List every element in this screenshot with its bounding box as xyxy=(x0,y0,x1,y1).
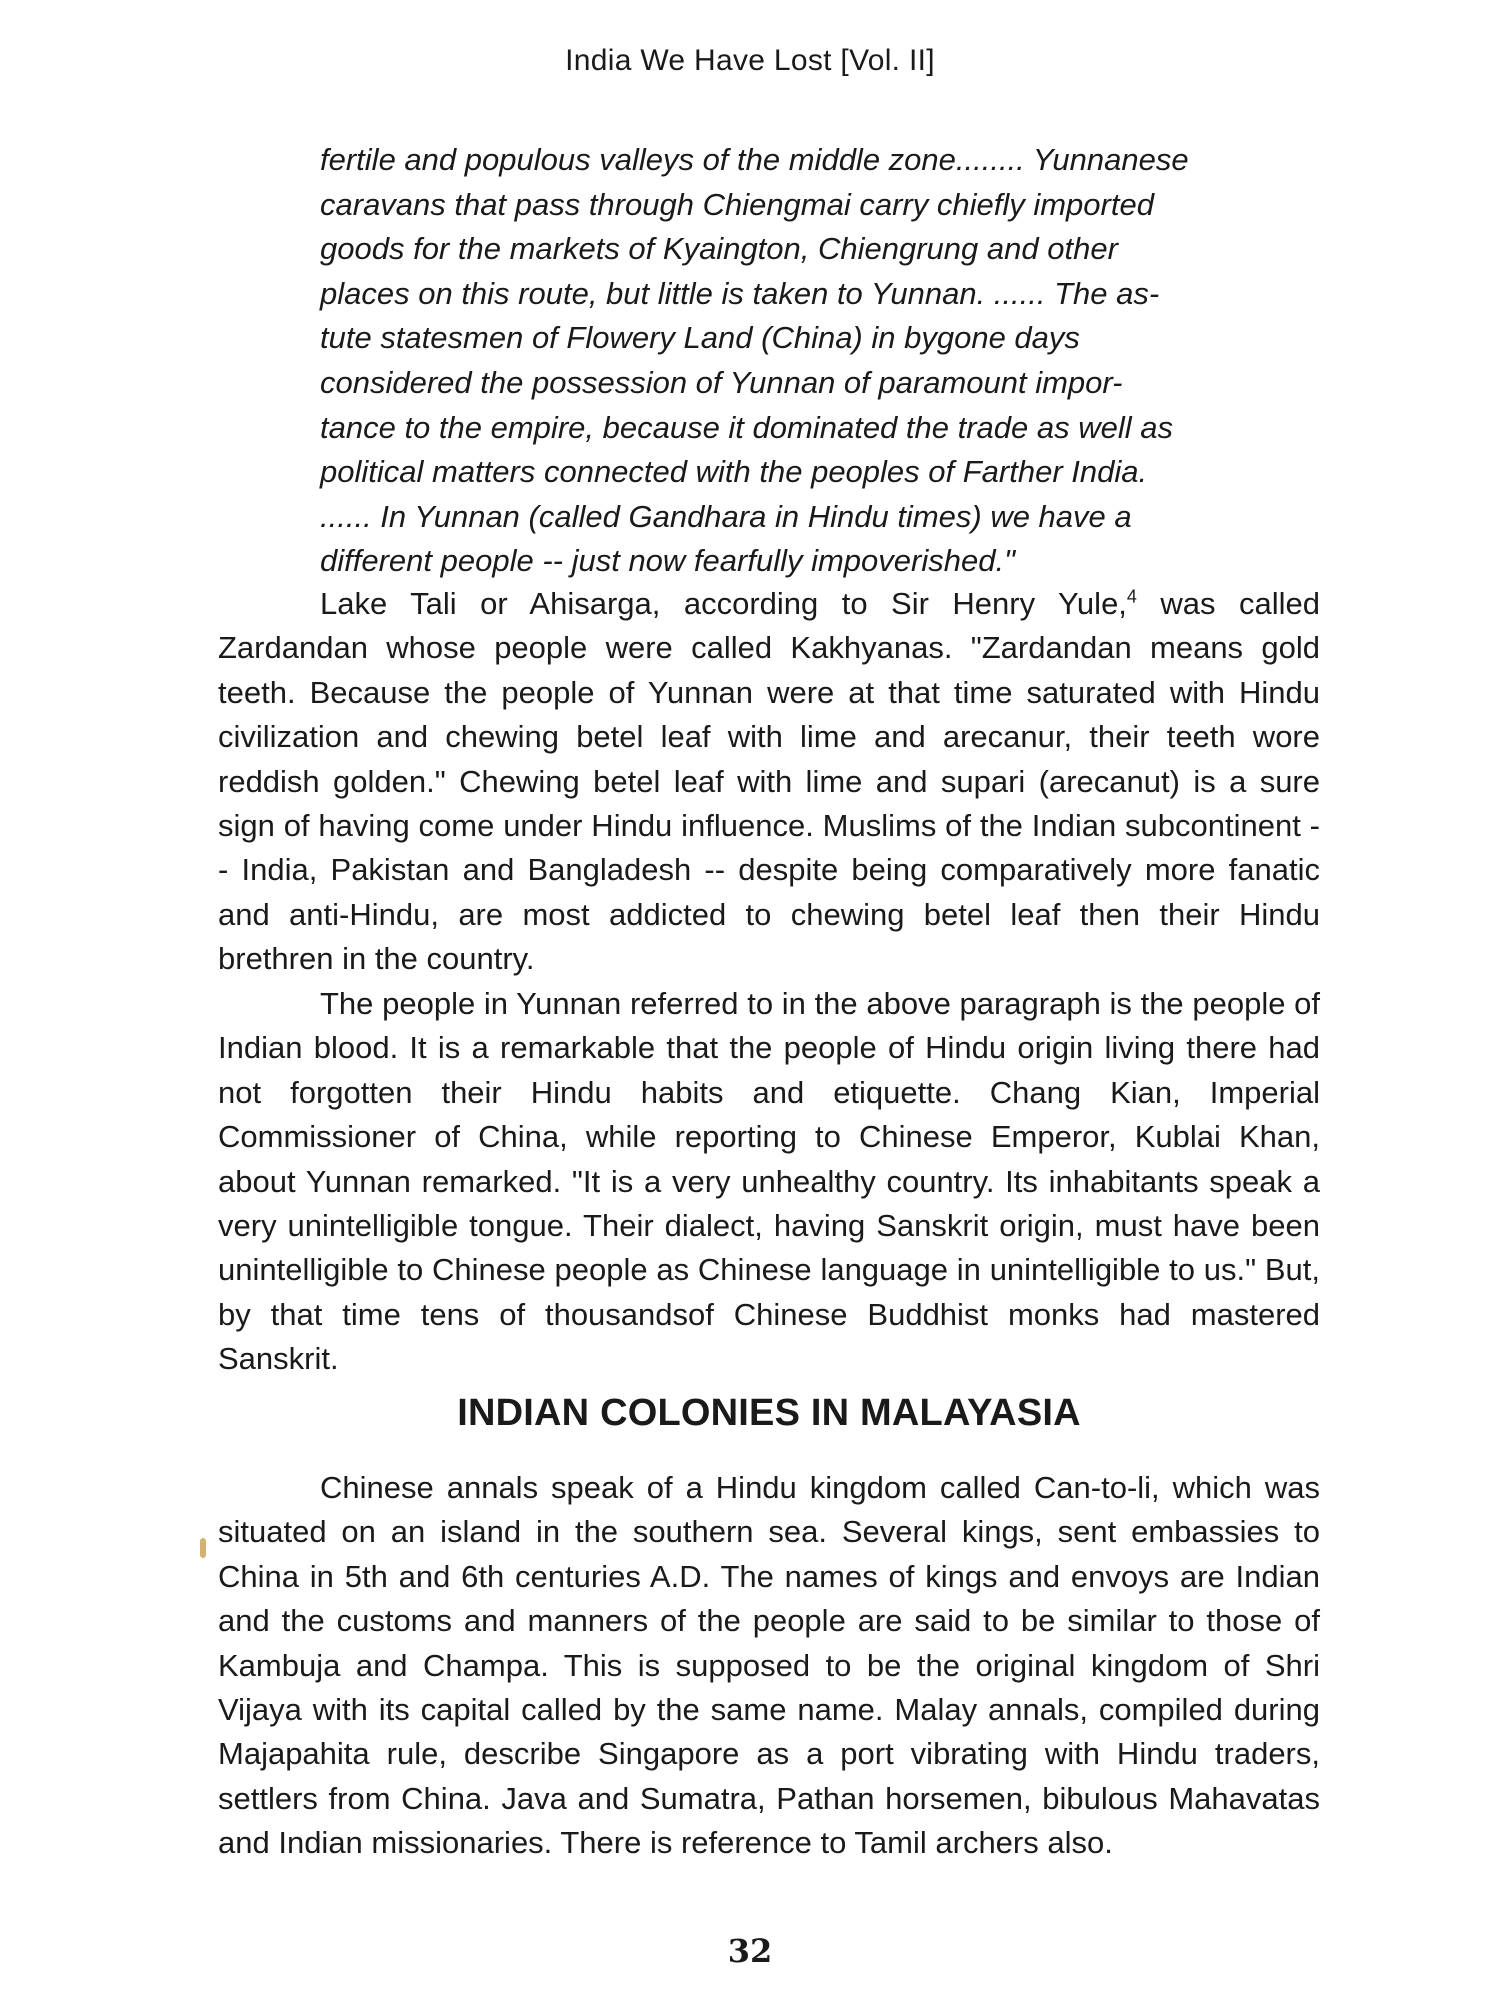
paragraph-can-to-li: Chinese annals speak of a Hindu kingdom called Can-to-li, which was situated on an island in the southern sea. Several kings, sent embassies to China in 5th and 6th centuries A.D. The names of kings and envoys are Indian and the customs and manners of the people are said to be similar to those of Kambuja and Champa. This is supposed to be the original kingdom of Shri Vijaya with its capital called by the same name. Malay annals, compiled during Majapahita rule, describe Singapore as a port vibrating with Hindu traders, settlers from China. Java and Sumatra, Pathan horsemen, bibulous Mahavatas and Indian missionaries. There is reference to Tamil archers also. xyxy=(218,1470,1320,1861)
quote-line: caravans that pass through Chiengmai carry chiefly imported xyxy=(320,186,1154,222)
quote-line: political matters connected with the peoples of Farther India. xyxy=(320,454,1148,490)
section-heading: INDIAN COLONIES IN MALAYASIA xyxy=(457,1392,1081,1434)
quote-line: places on this route, but little is taken to Yunnan. ...... The as- xyxy=(320,275,1160,311)
quote-line: tute statesmen of Flowery Land (China) in bygone days xyxy=(320,320,1080,356)
quote-line: ...... In Yunnan (called Gandhara in Hindu times) we have a xyxy=(320,498,1132,534)
quote-line: tance to the empire, because it dominated the trade as well as xyxy=(320,409,1173,445)
paragraph-yunnan-people: The people in Yunnan referred to in the above paragraph is the people of Indian blood. It is a remarkable that the people of Hindu origin living there had not forgotten their Hindu habits and etiquette. Chang Kian, Imperial Commissioner of China, while reporting to Chinese Emperor, Kublai Khan, about Yunnan remarked. "It is a very unhealthy country. Its inhabitants speak a very unintelligible tongue. Their dialect, having Sanskrit origin, must have been unintelligible to Chinese people as Chinese language in unintelligible to us." But, by that time tens of thousandsof Chinese Buddhist monks had mastered Sanskrit. xyxy=(218,986,1320,1377)
margin-ink-mark xyxy=(200,1538,206,1558)
paragraph-text: was called Zardandan whose people were called Kakhyanas. "Zardandan means gold teeth. Because the people of Yunnan were at that time saturated with Hindu civilization and chewing betel leaf with lime and arecanur, their teeth wore reddish golden." Chewing betel leaf with lime and supari (arecanut) is a sure sign of having come under Hindu influence. Muslims of the Indian subcontinent -- India, Pakistan and Bangladesh -- despite being comparatively more fanatic and anti-Hindu, are most addicted to chewing betel leaf then their Hindu brethren in the country. xyxy=(218,586,1320,977)
block-quote xyxy=(320,138,1320,584)
quote-line: different people -- just now fearfully impoverished." xyxy=(320,543,1016,579)
quote-line: goods for the markets of Kyaington, Chiengrung and other xyxy=(320,231,1118,267)
quote-line: considered the possession of Yunnan of paramount impor- xyxy=(320,364,1123,400)
page-number: 32 xyxy=(727,1932,773,1970)
running-head: India We Have Lost [Vol. II] xyxy=(565,44,935,77)
quote-line: fertile and populous valleys of the middle zone........ Yunnanese xyxy=(320,142,1189,177)
footnote-marker: 4 xyxy=(1126,586,1137,607)
paragraph-text: Lake Tali or Ahisarga, according to Sir Henry Yule, xyxy=(320,586,1127,621)
paragraph-lake-tali xyxy=(218,582,1320,982)
